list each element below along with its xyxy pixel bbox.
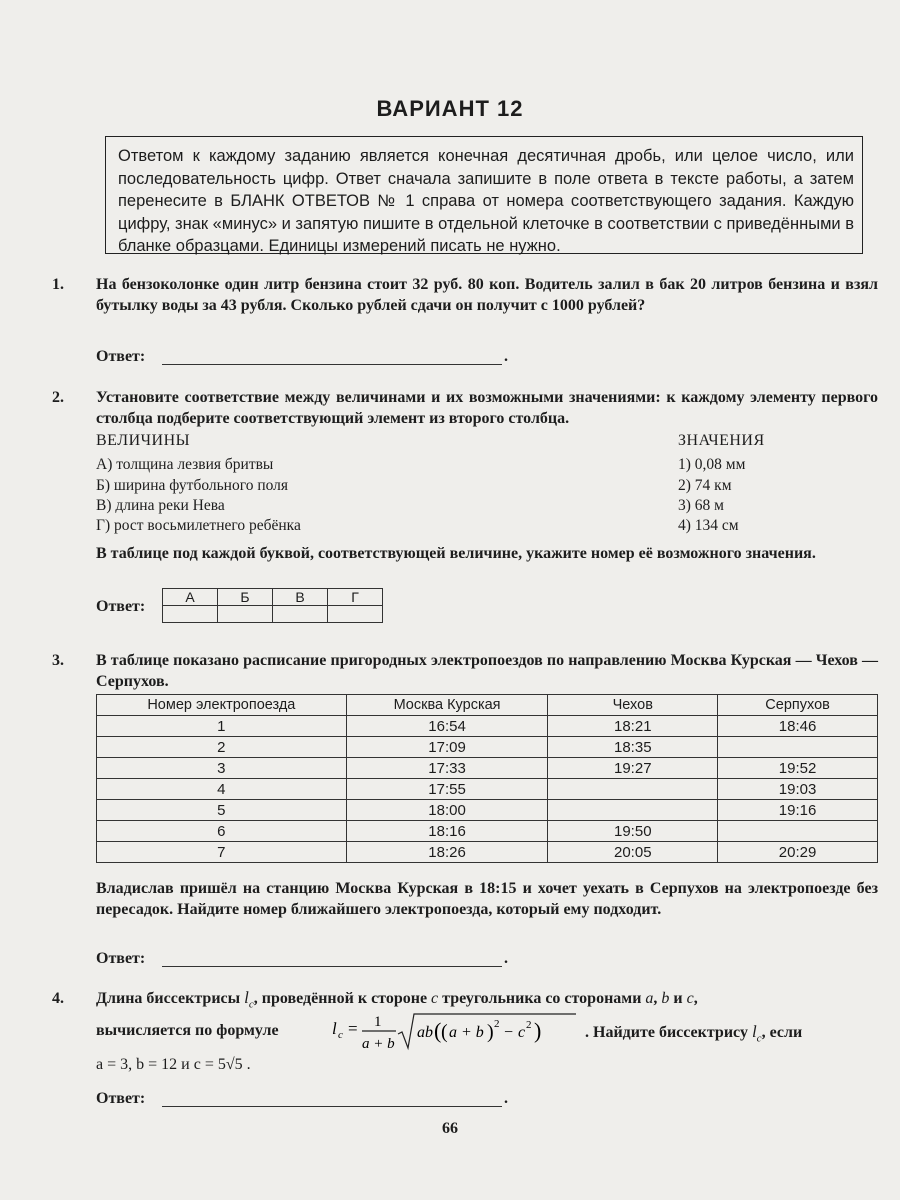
cell-moscow: 18:00 (346, 800, 548, 821)
task-4-line2-text: . Найдите биссектрису $l_c$, если (585, 1022, 803, 1045)
header-moscow-kurskaya: Москва Курская (346, 695, 548, 716)
table-row (97, 779, 878, 800)
cell-moscow: 17:55 (346, 779, 548, 800)
task-3-question: Владислав пришёл на станцию Москва Курская в 18:15 и хочет уехать в Серпухов на электропоезде без пересадок. Найдите номер ближайшего электропоезда, который ему подходит. (96, 880, 878, 918)
cell-train: 2 (97, 737, 347, 758)
task-4-text-2: , проведённой к стороне (253, 990, 428, 1007)
task-1-answer-dot: . (504, 348, 508, 365)
header-serpukhov: Серпухов (718, 695, 878, 716)
values-header: ЗНАЧЕНИЯ (678, 432, 765, 449)
page-number: 66 (442, 1120, 458, 1137)
cell-train: 7 (97, 842, 347, 863)
task-4-answer-label: Ответ: (96, 1090, 146, 1107)
task-1-number: 1. (52, 276, 64, 293)
header-chekhov: Чехов (548, 695, 718, 716)
task-4-text-3: треугольника со сторонами (442, 990, 642, 1007)
value-2: 2) 74 км (678, 477, 732, 494)
quantity-d: Г) рост восьмилетнего ребёнка (96, 517, 301, 534)
task-1-answer-label: Ответ: (96, 348, 146, 365)
task-4-conditions: a = 3, b = 12 и c = 5√5 . (96, 1056, 251, 1073)
answer-letter-a: А (163, 589, 218, 606)
cell-moscow: 17:09 (346, 737, 548, 758)
symbol-c: c (431, 990, 439, 1007)
svg-text:ab: ab (417, 1024, 433, 1041)
cell-train: 4 (97, 779, 347, 800)
answer-cell-b[interactable] (218, 606, 273, 623)
svg-text:=: = (348, 1019, 358, 1038)
task-3-number: 3. (52, 652, 64, 669)
answer-letter-b: Б (218, 589, 273, 606)
cell-train: 3 (97, 758, 347, 779)
task-2-number: 2. (52, 389, 64, 406)
quantity-a: А) толщина лезвия бритвы (96, 456, 274, 473)
task-3-answer-label: Ответ: (96, 950, 146, 967)
cell-moscow: 18:26 (346, 842, 548, 863)
svg-text:(: ( (434, 1018, 442, 1043)
cell-chekhov (548, 779, 718, 800)
task-1-answer-field[interactable] (162, 364, 502, 365)
table-row (97, 842, 878, 863)
value-1: 1) 0,08 мм (678, 456, 746, 473)
cell-moscow: 16:54 (346, 716, 548, 737)
quantities-header: ВЕЛИЧИНЫ (96, 432, 191, 449)
answer-letter-d: Г (328, 589, 383, 606)
table-row (97, 821, 878, 842)
svg-text:−: − (504, 1024, 514, 1041)
cell-train: 1 (97, 716, 347, 737)
instructions-box: Ответом к каждому заданию является конечная десятичная дробь, или целое число, или последовательность цифр. Ответ сначала запишите в поле ответа в тексте работы, а затем перенесите в БЛАНК ОТВЕТОВ № 1 справа от номера соответствующего задания. Каждую цифру, знак «минус» и запятую пишите в отдельной клеточке в соответствии с приведёнными в бланке образцами. Единицы измерений писать не нужно. (105, 136, 863, 254)
task-4-number: 4. (52, 990, 64, 1007)
cell-chekhov: 19:27 (548, 758, 718, 779)
symbols-abc: a (645, 990, 654, 1007)
svg-text:l: l (332, 1019, 337, 1038)
task-4-line2-label: вычисляется по формуле (96, 1022, 279, 1039)
variant-title: ВАРИАНТ 12 (376, 96, 524, 121)
task-2-text: Установите соответствие между величинами и их возможными значениями: к каждому элементу первого столбца подберите соответствующий элемент из второго столбца. (96, 389, 878, 427)
task-2-instruction: В таблице под каждой буквой, соответствующей величине, укажите номер её возможного значения. (96, 545, 816, 562)
table-row (97, 716, 878, 737)
schedule-header-row (97, 695, 878, 716)
schedule-table (96, 694, 878, 863)
cell-moscow: 18:16 (346, 821, 548, 842)
header-train-number: Номер электропоезда (97, 695, 347, 716)
cell-moscow: 17:33 (346, 758, 548, 779)
cell-serpukhov (718, 821, 878, 842)
cell-chekhov: 18:21 (548, 716, 718, 737)
bisector-formula (328, 1010, 580, 1058)
value-4: 4) 134 см (678, 517, 739, 534)
cell-train: 6 (97, 821, 347, 842)
answer-letter-c: В (273, 589, 328, 606)
quantity-c: В) длина реки Нева (96, 497, 225, 514)
task-3-text: В таблице показано расписание пригородных электропоездов по направлению Москва Курская — Чехов — Серпухов. (96, 652, 878, 690)
task-4-answer-field[interactable] (162, 1106, 502, 1107)
svg-text:a + b: a + b (449, 1024, 484, 1041)
task-3-answer-field[interactable] (162, 966, 502, 967)
svg-text:c: c (518, 1024, 526, 1041)
cell-serpukhov (718, 737, 878, 758)
task-2-answer-label: Ответ: (96, 598, 146, 615)
cell-serpukhov: 18:46 (718, 716, 878, 737)
svg-text:a + b: a + b (362, 1036, 395, 1052)
svg-text:(: ( (441, 1021, 448, 1043)
cell-serpukhov: 19:16 (718, 800, 878, 821)
answer-cell-a[interactable] (163, 606, 218, 623)
task-4-line1: Длина биссектрисы $l_c$, проведённой к стороне c треугольника со сторонами a, b и c, (96, 988, 698, 1011)
cell-chekhov: 18:35 (548, 737, 718, 758)
svg-text:2: 2 (526, 1019, 532, 1031)
cell-serpukhov: 19:03 (718, 779, 878, 800)
answer-cell-d[interactable] (328, 606, 383, 623)
quantity-b: Б) ширина футбольного поля (96, 477, 289, 494)
svg-text:): ) (534, 1018, 542, 1043)
cell-chekhov (548, 800, 718, 821)
svg-text:c: c (338, 1029, 343, 1041)
task-2-answer-table (162, 588, 383, 623)
cell-chekhov: 20:05 (548, 842, 718, 863)
cell-serpukhov: 20:29 (718, 842, 878, 863)
svg-text:1: 1 (374, 1014, 382, 1030)
cell-train: 5 (97, 800, 347, 821)
task-4-text-1: Длина биссектрисы (96, 990, 241, 1007)
table-row (97, 800, 878, 821)
cell-chekhov: 19:50 (548, 821, 718, 842)
svg-text:): ) (487, 1021, 494, 1043)
table-row (97, 737, 878, 758)
task-1-text: На бензоколонке один литр бензина стоит 32 руб. 80 коп. Водитель залил в бак 20 литров бензина и взял бутылку воды за 43 рубля. Сколько рублей сдачи он получит с 1000 рублей? (96, 276, 878, 314)
task-4-answer-dot: . (504, 1090, 508, 1107)
svg-text:2: 2 (494, 1018, 500, 1030)
symbol-lc: $l_c$ (244, 988, 254, 1011)
value-3: 3) 68 м (678, 497, 724, 514)
answer-cell-c[interactable] (273, 606, 328, 623)
table-row (97, 758, 878, 779)
cell-serpukhov: 19:52 (718, 758, 878, 779)
task-3-answer-dot: . (504, 950, 508, 967)
